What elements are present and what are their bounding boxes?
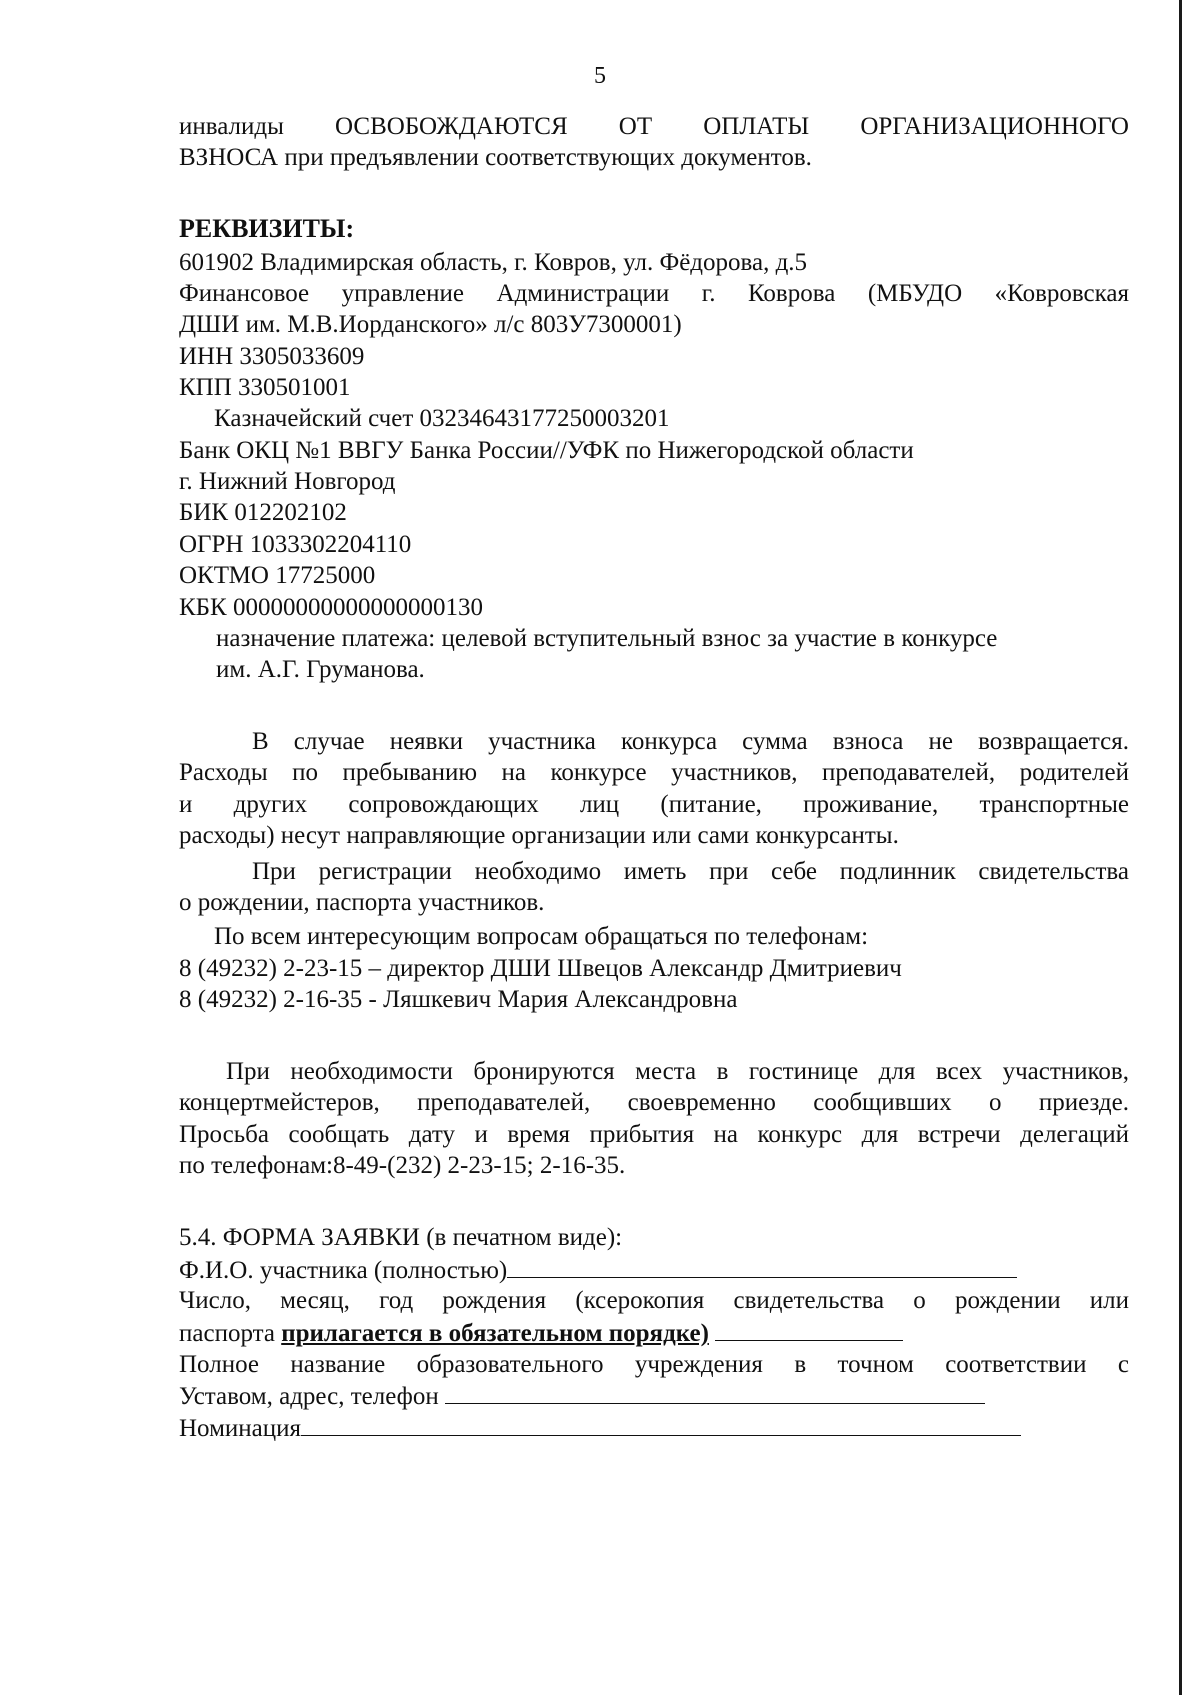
requisites-kpp: КПП 330501001 bbox=[179, 374, 351, 401]
hotel-line-2: концертмейстеров, преподавателей, своевременно сообщивших о приезде. bbox=[179, 1089, 1129, 1116]
form-institution-label: Уставом, адрес, телефон bbox=[179, 1383, 445, 1410]
form-nomination-row bbox=[179, 1413, 1021, 1444]
requisites-inn: ИНН 3305033609 bbox=[179, 343, 365, 370]
form-fio-label: Ф.И.О. участника (полностью) bbox=[179, 1257, 508, 1284]
form-heading: 5.4. ФОРМА ЗАЯВКИ (в печатном виде): bbox=[179, 1224, 623, 1251]
intro-line-2: ВЗНОСА при предъявлении соответствующих документов. bbox=[179, 144, 812, 171]
hotel-line-4: по телефонам:8-49-(232) 2-23-15; 2-16-35. bbox=[179, 1152, 626, 1179]
form-fio-field[interactable] bbox=[507, 1255, 1017, 1278]
requisites-oktmo: ОКТМО 17725000 bbox=[179, 562, 376, 589]
form-nomination-label: Номинация bbox=[179, 1415, 302, 1442]
requisites-treasury-account: Казначейский счет 03234643177250003201 bbox=[214, 405, 670, 432]
form-birth-line-1: Число, месяц, год рождения (ксерокопия свидетельства о рождении или bbox=[179, 1287, 1129, 1314]
requisites-bank-line-1: Банк ОКЦ №1 ВВГУ Банка России//УФК по Нижегородской области bbox=[179, 437, 914, 464]
form-birth-field[interactable] bbox=[715, 1318, 903, 1341]
requisites-bank-line-2: г. Нижний Новгород bbox=[179, 468, 396, 495]
requisites-finance-line-2: ДШИ им. М.В.Иорданского» л/с 803У7300001) bbox=[179, 311, 682, 338]
intro-line-1: инвалиды ОСВОБОЖДАЮТСЯ ОТ ОПЛАТЫ ОРГАНИЗАЦИОННОГО bbox=[179, 113, 1129, 140]
form-institution-row bbox=[179, 1381, 985, 1412]
form-fio-row bbox=[179, 1255, 1017, 1286]
no-show-line-1: В случае неявки участника конкурса сумма взноса не возвращается. bbox=[252, 728, 1129, 755]
contacts-director: 8 (49232) 2-23-15 – директор ДШИ Швецов Александр Дмитриевич bbox=[179, 955, 902, 982]
form-institution-field[interactable] bbox=[445, 1381, 985, 1404]
requisites-finance-line-1: Финансовое управление Администрации г. Коврова (МБУДО «Ковровская bbox=[179, 280, 1129, 307]
registration-line-2: о рождении, паспорта участников. bbox=[179, 889, 545, 916]
contacts-second: 8 (49232) 2-16-35 - Ляшкевич Мария Александровна bbox=[179, 986, 738, 1013]
requisites-purpose-line-2: им. А.Г. Груманова. bbox=[216, 656, 425, 683]
form-birth-row bbox=[179, 1318, 903, 1349]
scan-edge-line bbox=[1179, 0, 1182, 1695]
hotel-line-3: Просьба сообщать дату и время прибытия на конкурс для встречи делегаций bbox=[179, 1121, 1129, 1148]
requisites-purpose-line-1: назначение платежа: целевой вступительный взнос за участие в конкурсе bbox=[216, 625, 998, 652]
hotel-line-1: При необходимости бронируются места в гостинице для всех участников, bbox=[226, 1058, 1129, 1085]
no-show-line-3: и других сопровождающих лиц (питание, проживание, транспортные bbox=[179, 791, 1129, 818]
form-birth-emphasis: прилагается в обязательном порядке) bbox=[281, 1320, 709, 1347]
requisites-kbk: КБК 00000000000000000130 bbox=[179, 594, 483, 621]
requisites-address: 601902 Владимирская область, г. Ковров, ул. Фёдорова, д.5 bbox=[179, 249, 808, 276]
requisites-bik: БИК 012202102 bbox=[179, 499, 347, 526]
form-birth-prefix: паспорта bbox=[179, 1320, 282, 1347]
no-show-line-2: Расходы по пребыванию на конкурсе участников, преподавателей, родителей bbox=[179, 759, 1129, 786]
form-nomination-field[interactable] bbox=[301, 1413, 1021, 1436]
page-number: 5 bbox=[594, 63, 606, 89]
requisites-ogrn: ОГРН 1033302204110 bbox=[179, 531, 412, 558]
no-show-line-4: расходы) несут направляющие организации или сами конкурсанты. bbox=[179, 822, 899, 849]
form-institution-line-1: Полное название образовательного учреждения в точном соответствии с bbox=[179, 1351, 1129, 1378]
requisites-heading: РЕКВИЗИТЫ: bbox=[179, 214, 355, 243]
contacts-intro: По всем интересующим вопросам обращаться по телефонам: bbox=[214, 923, 869, 950]
registration-line-1: При регистрации необходимо иметь при себе подлинник свидетельства bbox=[252, 858, 1129, 885]
